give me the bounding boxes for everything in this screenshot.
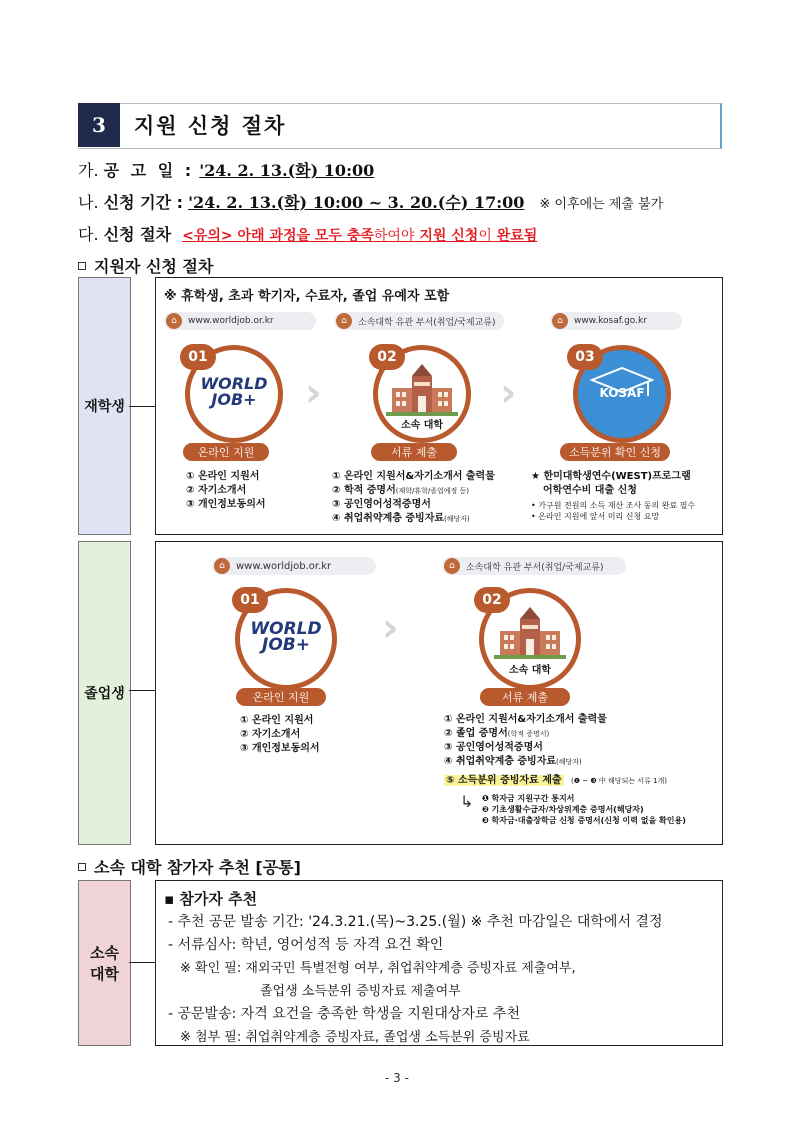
step-number: 01 bbox=[232, 587, 268, 613]
branch-arrow-icon: ↳ bbox=[460, 792, 474, 811]
university-building-icon bbox=[484, 605, 576, 665]
home-icon: ⌂ bbox=[444, 558, 460, 574]
connector-line bbox=[129, 406, 155, 407]
step-list: ★ 한미대학생연수(WEST)프로그램 어학연수비 대출 신청 bbox=[531, 471, 691, 496]
university-building-icon bbox=[378, 362, 466, 422]
univ-title: ▪ 참가자 추천 bbox=[164, 890, 258, 908]
checkbox-square-icon bbox=[78, 863, 86, 871]
home-icon: ⌂ bbox=[214, 558, 230, 574]
step-number: 03 bbox=[567, 344, 603, 370]
sub-documents: ❶ 학자금 지원구간 통지서 ❷ 기초생활수급자/차상위계층 증명서(해당자) ❸ 학자금·대출장학금 신청 증명서(신청 이력 없을 확인용) bbox=[482, 794, 686, 825]
step-list: ① 온라인 지원서 ② 자기소개서 ③ 개인정보동의서 bbox=[186, 471, 266, 510]
url-worldjob: ⌂ www.worldjob.or.kr bbox=[164, 312, 316, 330]
item-na: 나. 신청 기간 : '24. 2. 13.(화) 10:00 ~ 3. 20.(수) 17:00 ※ 이후에는 제출 불가 bbox=[78, 193, 664, 212]
home-icon: ⌂ bbox=[552, 313, 568, 329]
side-label-enrolled: 재학생 bbox=[78, 277, 131, 535]
url-university: ⌂ 소속대학 유관 부서(취업/국제교류) bbox=[442, 557, 626, 575]
step-number: 02 bbox=[369, 344, 405, 370]
page-number: - 3 - bbox=[385, 1071, 409, 1085]
univ-lines: - 추천 공문 발송 기간: '24.3.21.(목)~3.25.(월) ※ 추천 마감일은 대학에서 결정 - 서류심사: 학년, 영어성적 등 자격 요건 확인 ※ 확인 필: 재외국민 특별전형 여부, 취업취약계층 증빙자료 제출여부, 졸업생 소득분위 증빙자료 제출여부 - 공문발송: 자격 요건을 충족한 학생을 지원대상자로 추천 ※ 첨부 필: 취업취약계층 증빙자료, 졸업생 소득분위 증빙자료 bbox=[168, 914, 663, 1045]
home-icon: ⌂ bbox=[336, 313, 352, 329]
connector-line bbox=[129, 690, 155, 691]
item-da: 다. 신청 절차 <유의> 아래 과정을 모두 충족하여야 지원 신청이 완료됨 bbox=[78, 225, 538, 244]
chevron-right-icon: › bbox=[500, 370, 517, 416]
section-title: 지원 신청 절차 bbox=[134, 114, 287, 138]
step-list: ① 온라인 지원서 ② 자기소개서 ③ 개인정보동의서 bbox=[240, 715, 320, 754]
step-pill: 서류 제출 bbox=[480, 688, 570, 706]
checkbox-square-icon bbox=[78, 262, 86, 270]
worldjob-logo: WORLD JOB+ bbox=[185, 345, 283, 443]
connector-line bbox=[129, 962, 155, 963]
chevron-right-icon: › bbox=[382, 605, 399, 651]
worldjob-logo: WORLD JOB+ bbox=[235, 588, 337, 690]
university-logo: 소속 대학 bbox=[479, 588, 581, 690]
step-number: 01 bbox=[180, 344, 216, 370]
step-number: 02 bbox=[474, 587, 510, 613]
url-worldjob: ⌂ www.worldjob.or.kr bbox=[212, 557, 376, 575]
step-pill: 서류 제출 bbox=[371, 443, 457, 461]
item-ga: 가. 공 고 일 : '24. 2. 13.(화) 10:00 bbox=[78, 161, 375, 180]
home-icon: ⌂ bbox=[166, 313, 182, 329]
applicant-heading: 지원자 신청 절차 bbox=[78, 254, 213, 277]
univ-heading: 소속 대학 참가자 추천 [공통] bbox=[78, 855, 301, 878]
enrolled-note: ※ 휴학생, 초과 학기자, 수료자, 졸업 유예자 포함 bbox=[164, 289, 450, 304]
url-kosaf: ⌂ www.kosaf.go.kr bbox=[550, 312, 682, 330]
url-university: ⌂ 소속대학 유관 부서(취업/국제교류) bbox=[334, 312, 504, 330]
step-pill: 온라인 지원 bbox=[236, 688, 326, 706]
step-list: ① 온라인 지원서&자기소개서 출력물 ② 학적 증명서(재학/휴학/졸업예정 등) ③ 공인영어성적증명서 ④ 취업취약계층 증빙자료(해당자) bbox=[332, 471, 495, 524]
highlight-row: ⑤ 소득분위 증빙자료 제출 (❶ ~ ❸ 中 해당되는 서류 1개) bbox=[446, 775, 668, 786]
university-logo: 소속 대학 bbox=[373, 345, 471, 443]
step-pill: 온라인 지원 bbox=[183, 443, 269, 461]
chevron-right-icon: › bbox=[305, 370, 322, 416]
step-notes: • 가구원 전원의 소득 재산 조사 동의 완료 필수 • 온라인 지원에 앞서 미리 신청 요망 bbox=[531, 501, 696, 521]
section-number: 3 bbox=[78, 103, 120, 147]
side-label-graduate: 졸업생 bbox=[78, 541, 131, 845]
side-label-university: 소속 대학 bbox=[78, 880, 131, 1046]
step-list: ① 온라인 지원서&자기소개서 출력물 ② 졸업 증명서(학적 증명서) ③ 공인영어성적증명서 ④ 취업취약계층 증빙자료(해당자) bbox=[444, 714, 607, 767]
step-pill: 소득분위 확인 신청 bbox=[560, 443, 670, 461]
kosaf-logo: KOSAF bbox=[573, 345, 671, 443]
